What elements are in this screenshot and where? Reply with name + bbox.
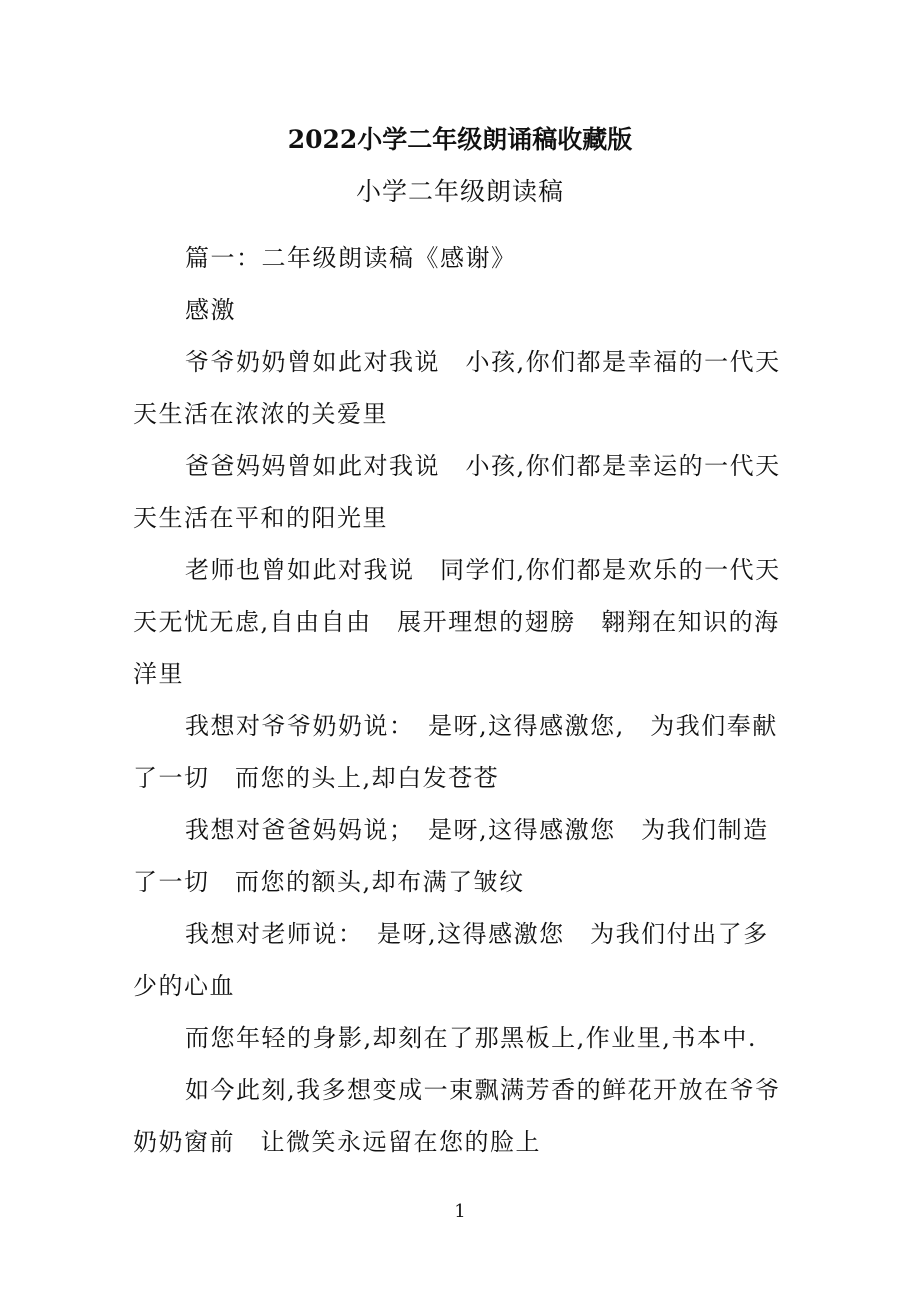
document-body [133, 232, 783, 1168]
document-title: 2022小学二年级朗诵稿收藏版 [287, 125, 633, 154]
page-number: 1 [454, 1201, 466, 1222]
paragraph: 爸爸妈妈曾如此对我说 小孩,你们都是幸运的一代天天生活在平和的阳光里 [133, 452, 781, 532]
paragraph: 爷爷奶奶曾如此对我说 小孩,你们都是幸福的一代天天生活在浓浓的关爱里 [133, 348, 781, 428]
section-heading: 篇一：二年级朗读稿《感谢》 [185, 244, 517, 272]
paragraph: 我想对爷爷奶奶说： 是呀,这得感激您, 为我们奉献了一切 而您的头上,却白发苍苍 [133, 712, 778, 792]
paragraph: 而您年轻的身影,却刻在了那黑板上,作业里,书本中. [185, 1024, 758, 1052]
poem-title: 感激 [185, 296, 236, 324]
paragraph: 我想对老师说： 是呀,这得感激您 为我们付出了多少的心血 [133, 920, 769, 1000]
paragraph: 老师也曾如此对我说 同学们,你们都是欢乐的一代天天无忧无虑,自由自由 展开理想的翅膀 翱翔在知识的海洋里 [133, 556, 781, 688]
paragraph: 我想对爸爸妈妈说； 是呀,这得感激您 为我们制造了一切 而您的额头,却布满了皱纹 [133, 816, 769, 896]
document-subtitle: 小学二年级朗读稿 [355, 177, 564, 206]
paragraph: 如今此刻,我多想变成一束飘满芳香的鲜花开放在爷爷奶奶窗前 让微笑永远留在您的脸上 [133, 1076, 781, 1156]
